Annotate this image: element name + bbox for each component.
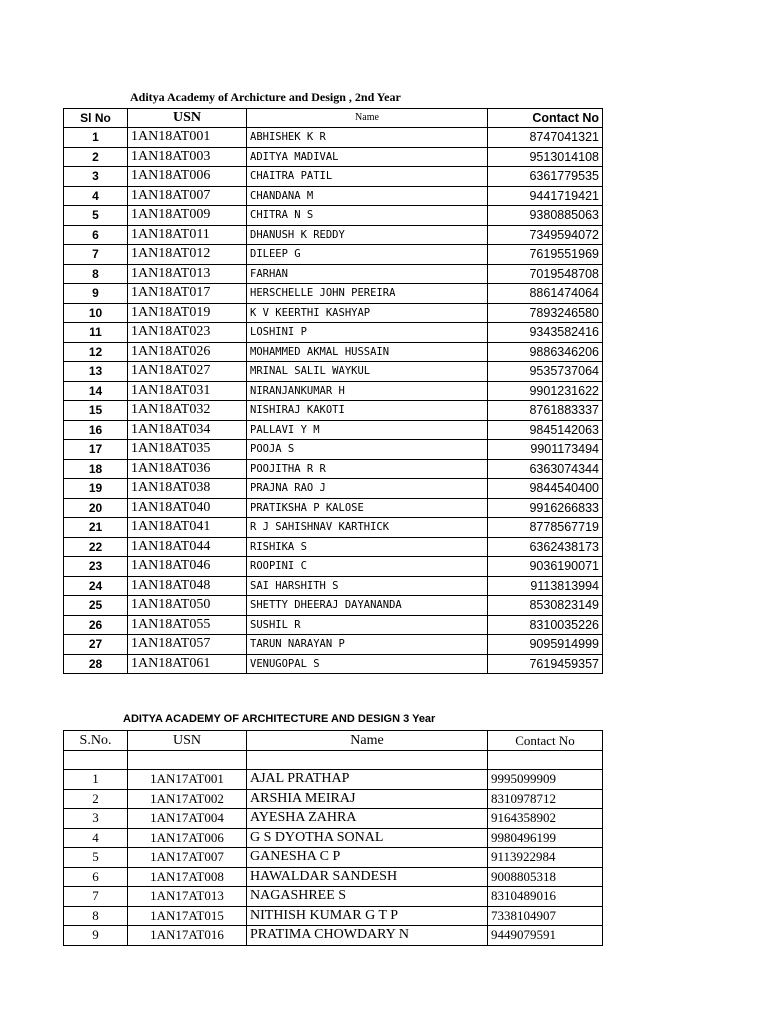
cell-contact: 9901173494 (488, 440, 603, 460)
cell-contact: 7338104907 (488, 906, 603, 926)
cell-usn: 1AN18AT040 (128, 498, 247, 518)
cell-usn: 1AN18AT055 (128, 615, 247, 635)
cell-usn: 1AN18AT038 (128, 479, 247, 499)
cell-sl-no: 28 (64, 654, 128, 674)
header-contact: Contact No (488, 109, 603, 128)
cell-name: HAWALDAR SANDESH (247, 867, 488, 887)
cell-contact: 9916266833 (488, 498, 603, 518)
cell-contact: 6362438173 (488, 537, 603, 557)
table-row (64, 420, 603, 440)
cell-sl-no: 21 (64, 518, 128, 538)
third-year-table (63, 730, 603, 946)
table2-title: ADITYA ACADEMY OF ARCHITECTURE AND DESIGN 3 Year (123, 713, 436, 725)
table-row (64, 167, 603, 187)
cell-contact: 9036190071 (488, 557, 603, 577)
cell-name: ABHISHEK K R (247, 128, 488, 148)
header-name: Name (247, 109, 488, 128)
cell-name: NAGASHREE S (247, 887, 488, 907)
table-row (64, 770, 603, 790)
cell-name: PALLAVI Y M (247, 420, 488, 440)
cell-name: DILEEP G (247, 245, 488, 265)
cell-contact: 7893246580 (488, 303, 603, 323)
table-row (64, 887, 603, 907)
cell-name: G S DYOTHA SONAL (247, 828, 488, 848)
cell-name: SUSHIL R (247, 615, 488, 635)
cell-contact: 9343582416 (488, 323, 603, 343)
cell-name: NIRANJANKUMAR H (247, 381, 488, 401)
cell-contact: 8747041321 (488, 128, 603, 148)
table-row (64, 537, 603, 557)
cell-name: PRAJNA RAO J (247, 479, 488, 499)
table-row (64, 848, 603, 868)
cell-name: CHITRA N S (247, 206, 488, 226)
header-contact: Contact No (488, 731, 603, 751)
cell-name: HERSCHELLE JOHN PEREIRA (247, 284, 488, 304)
table-row (64, 906, 603, 926)
cell-sl-no: 13 (64, 362, 128, 382)
cell-name: POOJITHA R R (247, 459, 488, 479)
table-row (64, 303, 603, 323)
cell-name: POOJA S (247, 440, 488, 460)
cell-name: ROOPINI C (247, 557, 488, 577)
cell-sl-no: 15 (64, 401, 128, 421)
table-row (64, 654, 603, 674)
table-row (64, 245, 603, 265)
table-row (64, 323, 603, 343)
table-row (64, 635, 603, 655)
cell-contact: 8310035226 (488, 615, 603, 635)
cell-sl-no: 9 (64, 926, 128, 946)
cell-contact: 8530823149 (488, 596, 603, 616)
table-row (64, 186, 603, 206)
table-row (64, 867, 603, 887)
cell-sl-no: 5 (64, 206, 128, 226)
cell-name: NITHISH KUMAR G T P (247, 906, 488, 926)
table2-blank-row (64, 751, 603, 770)
cell-name: VENUGOPAL S (247, 654, 488, 674)
cell-usn: 1AN18AT044 (128, 537, 247, 557)
cell-name: TARUN NARAYAN P (247, 635, 488, 655)
table-row (64, 381, 603, 401)
header-sl-no: Sl No (64, 109, 128, 128)
cell-usn: 1AN18AT012 (128, 245, 247, 265)
cell-sl-no: 14 (64, 381, 128, 401)
cell-usn: 1AN17AT008 (128, 867, 247, 887)
cell-contact: 7019548708 (488, 264, 603, 284)
cell-sl-no: 2 (64, 789, 128, 809)
cell-contact: 9008805318 (488, 867, 603, 887)
cell-sl-no: 22 (64, 537, 128, 557)
cell-contact: 9380885063 (488, 206, 603, 226)
cell-sl-no: 2 (64, 147, 128, 167)
cell-usn: 1AN18AT034 (128, 420, 247, 440)
cell-usn: 1AN17AT007 (128, 848, 247, 868)
cell-usn: 1AN18AT023 (128, 323, 247, 343)
header-usn: USN (128, 731, 247, 751)
cell-contact: 9095914999 (488, 635, 603, 655)
cell-contact: 9535737064 (488, 362, 603, 382)
cell-sl-no: 27 (64, 635, 128, 655)
cell-usn: 1AN18AT041 (128, 518, 247, 538)
cell-usn: 1AN18AT050 (128, 596, 247, 616)
cell-contact: 7619551969 (488, 245, 603, 265)
cell-name: FARHAN (247, 264, 488, 284)
cell-contact: 9845142063 (488, 420, 603, 440)
cell-contact: 8761883337 (488, 401, 603, 421)
cell-sl-no: 6 (64, 225, 128, 245)
cell-usn: 1AN18AT007 (128, 186, 247, 206)
cell-contact: 9886346206 (488, 342, 603, 362)
cell-sl-no: 9 (64, 284, 128, 304)
table-row (64, 401, 603, 421)
cell-contact: 8310489016 (488, 887, 603, 907)
cell-usn: 1AN18AT013 (128, 264, 247, 284)
cell-usn: 1AN18AT003 (128, 147, 247, 167)
cell-usn: 1AN18AT048 (128, 576, 247, 596)
cell-sl-no: 20 (64, 498, 128, 518)
cell-contact: 9441719421 (488, 186, 603, 206)
table-row (64, 362, 603, 382)
table1-title: Aditya Academy of Archicture and Design , 2nd Year (130, 90, 401, 104)
cell-usn: 1AN18AT006 (128, 167, 247, 187)
cell-contact: 9513014108 (488, 147, 603, 167)
cell-name: SAI HARSHITH S (247, 576, 488, 596)
table-row (64, 147, 603, 167)
cell-usn: 1AN18AT057 (128, 635, 247, 655)
cell-contact: 8310978712 (488, 789, 603, 809)
cell-name: MOHAMMED AKMAL HUSSAIN (247, 342, 488, 362)
table-row (64, 440, 603, 460)
cell-sl-no: 10 (64, 303, 128, 323)
cell-sl-no: 19 (64, 479, 128, 499)
cell-contact: 9980496199 (488, 828, 603, 848)
cell-usn: 1AN18AT031 (128, 381, 247, 401)
cell-sl-no: 24 (64, 576, 128, 596)
header-name: Name (247, 731, 488, 751)
cell-sl-no: 7 (64, 245, 128, 265)
cell-name: LOSHINI P (247, 323, 488, 343)
cell-sl-no: 18 (64, 459, 128, 479)
cell-usn: 1AN18AT032 (128, 401, 247, 421)
cell-sl-no: 17 (64, 440, 128, 460)
cell-sl-no: 11 (64, 323, 128, 343)
table-row (64, 789, 603, 809)
table1-header-row (64, 109, 603, 128)
table-row (64, 576, 603, 596)
cell-usn: 1AN18AT017 (128, 284, 247, 304)
cell-sl-no: 26 (64, 615, 128, 635)
cell-name: CHAITRA PATIL (247, 167, 488, 187)
cell-name: ARSHIA MEIRAJ (247, 789, 488, 809)
cell-name: PRATIMA CHOWDARY N (247, 926, 488, 946)
cell-name: MRINAL SALIL WAYKUL (247, 362, 488, 382)
cell-usn: 1AN17AT001 (128, 770, 247, 790)
cell-usn: 1AN17AT004 (128, 809, 247, 829)
cell-usn: 1AN18AT035 (128, 440, 247, 460)
table-row (64, 206, 603, 226)
cell-name: GANESHA C P (247, 848, 488, 868)
header-usn: USN (128, 109, 247, 128)
cell-contact: 7619459357 (488, 654, 603, 674)
cell-contact: 9164358902 (488, 809, 603, 829)
cell-sl-no: 12 (64, 342, 128, 362)
cell-usn: 1AN17AT013 (128, 887, 247, 907)
table-row (64, 284, 603, 304)
table-row (64, 225, 603, 245)
cell-name: SHETTY DHEERAJ DAYANANDA (247, 596, 488, 616)
second-year-table (63, 108, 603, 674)
cell-name: ADITYA MADIVAL (247, 147, 488, 167)
table-row (64, 128, 603, 148)
cell-contact: 6361779535 (488, 167, 603, 187)
cell-name: AYESHA ZAHRA (247, 809, 488, 829)
table-row (64, 828, 603, 848)
cell-contact: 6363074344 (488, 459, 603, 479)
cell-usn: 1AN17AT002 (128, 789, 247, 809)
table2-header-row (64, 731, 603, 751)
cell-name: AJAL PRATHAP (247, 770, 488, 790)
cell-sl-no: 1 (64, 128, 128, 148)
cell-usn: 1AN18AT001 (128, 128, 247, 148)
cell-sl-no: 3 (64, 167, 128, 187)
cell-sl-no: 8 (64, 906, 128, 926)
cell-contact: 9113922984 (488, 848, 603, 868)
table-row (64, 342, 603, 362)
cell-sl-no: 23 (64, 557, 128, 577)
cell-sl-no: 4 (64, 186, 128, 206)
table-row (64, 479, 603, 499)
cell-name: RISHIKA S (247, 537, 488, 557)
cell-contact: 9113813994 (488, 576, 603, 596)
table-row (64, 615, 603, 635)
cell-sl-no: 1 (64, 770, 128, 790)
table-row (64, 264, 603, 284)
cell-name: CHANDANA M (247, 186, 488, 206)
header-sl-no: S.No. (64, 731, 128, 751)
cell-sl-no: 7 (64, 887, 128, 907)
cell-usn: 1AN17AT016 (128, 926, 247, 946)
table-row (64, 596, 603, 616)
table-row (64, 518, 603, 538)
cell-contact: 9995099909 (488, 770, 603, 790)
cell-sl-no: 16 (64, 420, 128, 440)
cell-usn: 1AN18AT046 (128, 557, 247, 577)
cell-name: NISHIRAJ KAKOTI (247, 401, 488, 421)
cell-usn: 1AN18AT036 (128, 459, 247, 479)
cell-usn: 1AN17AT015 (128, 906, 247, 926)
cell-name: DHANUSH K REDDY (247, 225, 488, 245)
cell-usn: 1AN18AT019 (128, 303, 247, 323)
cell-contact: 7349594072 (488, 225, 603, 245)
cell-usn: 1AN18AT011 (128, 225, 247, 245)
cell-sl-no: 5 (64, 848, 128, 868)
cell-name: R J SAHISHNAV KARTHICK (247, 518, 488, 538)
cell-contact: 9844540400 (488, 479, 603, 499)
cell-usn: 1AN18AT061 (128, 654, 247, 674)
cell-sl-no: 8 (64, 264, 128, 284)
table-row (64, 498, 603, 518)
cell-sl-no: 4 (64, 828, 128, 848)
cell-usn: 1AN17AT006 (128, 828, 247, 848)
cell-sl-no: 3 (64, 809, 128, 829)
cell-usn: 1AN18AT009 (128, 206, 247, 226)
cell-contact: 9449079591 (488, 926, 603, 946)
cell-contact: 8778567719 (488, 518, 603, 538)
cell-contact: 8861474064 (488, 284, 603, 304)
table-row (64, 809, 603, 829)
cell-contact: 9901231622 (488, 381, 603, 401)
cell-usn: 1AN18AT027 (128, 362, 247, 382)
cell-sl-no: 6 (64, 867, 128, 887)
table-row (64, 459, 603, 479)
table-row (64, 926, 603, 946)
cell-name: PRATIKSHA P KALOSE (247, 498, 488, 518)
cell-usn: 1AN18AT026 (128, 342, 247, 362)
cell-name: K V KEERTHI KASHYAP (247, 303, 488, 323)
cell-sl-no: 25 (64, 596, 128, 616)
table-row (64, 557, 603, 577)
